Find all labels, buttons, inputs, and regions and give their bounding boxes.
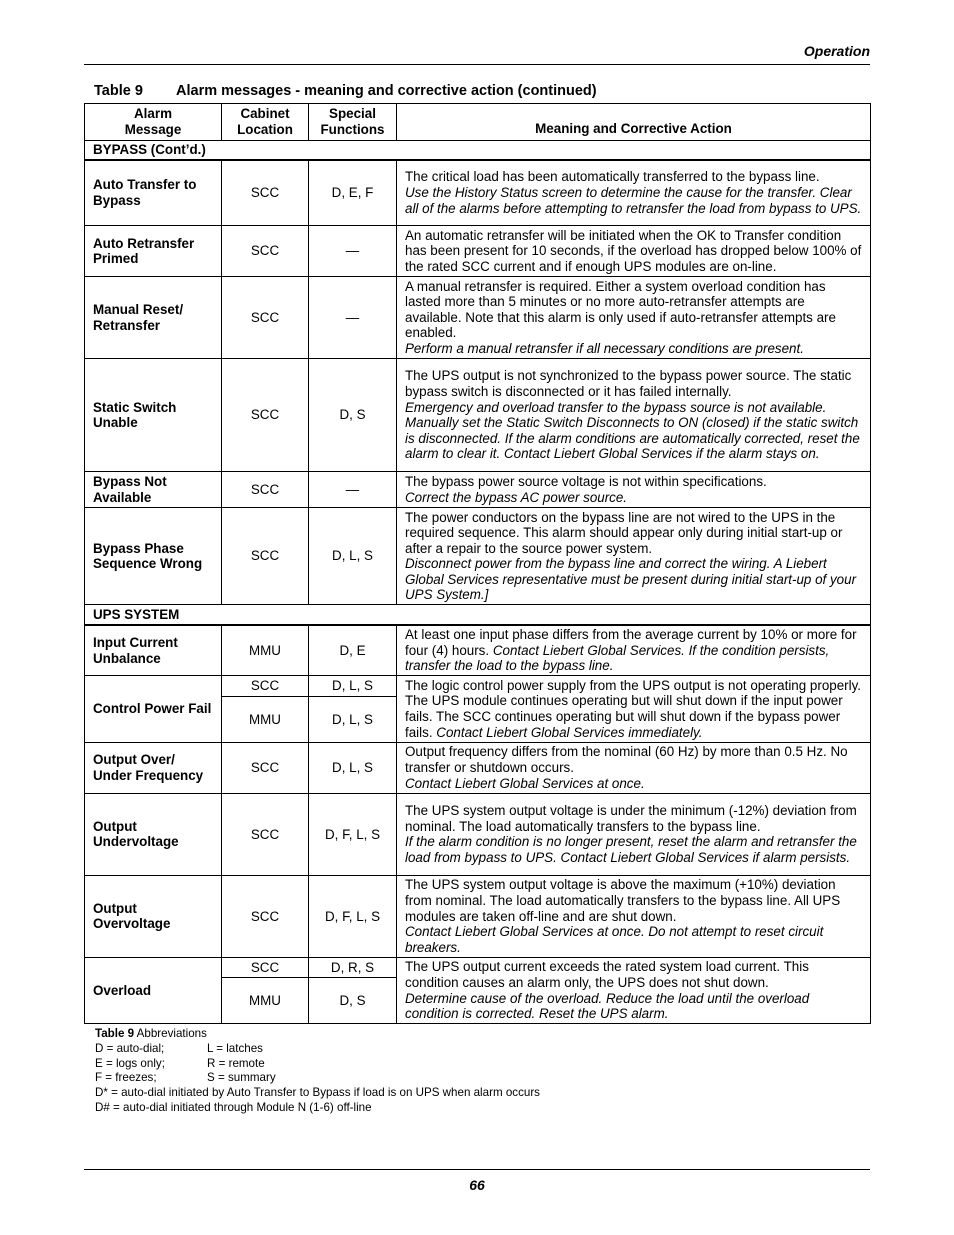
table-row: [85, 508, 871, 605]
special-functions: D, L, S: [309, 508, 397, 605]
table-row: [85, 676, 871, 697]
meaning-text: The critical load has been automatically transferred to the bypass line.: [405, 169, 820, 185]
corrective-action: Correct the bypass AC power source.: [405, 489, 628, 505]
meaning-text: Output frequency differs from the nominal (60 Hz) by more than 0.5 Hz. No transfer or shutdown occurs.: [405, 744, 848, 776]
cabinet-location: SCC: [222, 875, 309, 957]
meaning-cell: [397, 875, 871, 957]
meaning-text: The UPS system output voltage is under the minimum (-12%) deviation from nominal. The load automatically transfers to the bypass line.: [405, 803, 857, 834]
table-row: [85, 472, 871, 508]
alarm-name: Bypass Not Available: [85, 472, 222, 508]
meaning-text: At least one input phase differs from the average current by 10% or more for four (4) hours.: [405, 627, 857, 658]
table-number: Table 9: [94, 83, 143, 99]
section-label: BYPASS (Cont’d.): [85, 141, 871, 160]
table-title: Alarm messages - meaning and corrective action (continued): [176, 83, 597, 99]
table-caption: [94, 83, 597, 99]
alarm-name: Output Overvoltage: [85, 875, 222, 957]
special-functions: D, S: [309, 978, 397, 1024]
cabinet-location: MMU: [222, 978, 309, 1024]
running-header-section: Operation: [803, 43, 870, 59]
table-row: [85, 742, 871, 793]
table-row: [85, 793, 871, 875]
cabinet-location: MMU: [222, 696, 309, 742]
meaning-cell: [397, 277, 871, 359]
corrective-action: Contact Liebert Global Services immediately.: [436, 724, 703, 740]
meaning-text: The UPS output current exceeds the rated system load current. This condition causes an alarm only, the UPS does not shut down.: [405, 959, 809, 991]
corrective-action: Contact Liebert Global Services at once.: [405, 775, 645, 791]
section-label: UPS SYSTEM: [85, 605, 871, 625]
special-functions: —: [309, 226, 397, 277]
alarm-name: Output Undervoltage: [85, 793, 222, 875]
cabinet-location: SCC: [222, 277, 309, 359]
special-functions: D, F, L, S: [309, 875, 397, 957]
meaning-cell: [397, 472, 871, 508]
corrective-action: Perform a manual retransfer if all necessary conditions are present.: [405, 340, 804, 356]
cabinet-location: SCC: [222, 676, 309, 697]
alarm-name: Bypass Phase Sequence Wrong: [85, 508, 222, 605]
special-functions: D, S: [309, 359, 397, 472]
corrective-action: Determine cause of the overload. Reduce the load until the overload condition is corrected. Reset the UPS alarm.: [405, 990, 810, 1022]
cabinet-location: SCC: [222, 472, 309, 508]
abbreviation-row: E = logs only; R = remote: [95, 1056, 265, 1070]
abbreviation-line: D* = auto-dial initiated by Auto Transfer to Bypass if load is on UPS when alarm occurs: [95, 1086, 540, 1100]
table-row: [85, 875, 871, 957]
alarm-name: Manual Reset/ Retransfer: [85, 277, 222, 359]
table-row: [85, 957, 871, 978]
col-header-meaning: Meaning and Corrective Action: [397, 104, 871, 141]
table-row: [85, 359, 871, 472]
cabinet-location: MMU: [222, 625, 309, 676]
meaning-text: The UPS output is not synchronized to the bypass power source. The static bypass switch is disconnected or it has failed internally.: [405, 368, 852, 399]
col-header-alarm: Alarm Message: [85, 104, 222, 141]
alarm-name: Control Power Fail: [85, 676, 222, 743]
corrective-action: Contact Liebert Global Services. If the condition persists, transfer the load to the bypass line.: [405, 642, 830, 674]
meaning-cell: [397, 359, 871, 472]
alarm-name: Overload: [85, 957, 222, 1024]
abbreviations-title: Table 9 Abbreviations: [95, 1027, 207, 1040]
special-functions: —: [309, 277, 397, 359]
table-header-row: [85, 104, 871, 141]
special-functions: D, E: [309, 625, 397, 676]
footer-rule: [84, 1169, 870, 1170]
table-row: [85, 625, 871, 676]
cabinet-location: SCC: [222, 160, 309, 226]
alarm-name: Static Switch Unable: [85, 359, 222, 472]
meaning-cell: [397, 508, 871, 605]
meaning-cell: [397, 160, 871, 226]
page-number: 66: [469, 1177, 485, 1193]
cabinet-location: SCC: [222, 359, 309, 472]
special-functions: D, L, S: [309, 742, 397, 793]
cabinet-location: SCC: [222, 226, 309, 277]
meaning-text: The power conductors on the bypass line are not wired to the UPS in the required sequence. This alarm should appear only during initial start-up or after a repair to the source power system.: [405, 509, 843, 556]
meaning-text: An automatic retransfer will be initiated when the OK to Transfer condition has been present for 10 seconds, if the overload has dropped below 100% of the rated SCC current and if enough UPS modules are on-line.: [405, 227, 862, 274]
meaning-cell: [397, 226, 871, 277]
special-functions: D, F, L, S: [309, 793, 397, 875]
section-row-ups-system: [85, 605, 871, 625]
alarm-name: Output Over/ Under Frequency: [85, 742, 222, 793]
meaning-cell: [397, 625, 871, 676]
special-functions: D, L, S: [309, 676, 397, 697]
alarm-name: Auto Transfer to Bypass: [85, 160, 222, 226]
special-functions: D, L, S: [309, 696, 397, 742]
corrective-action: Disconnect power from the bypass line and correct the wiring. A Liebert Global Services representative must be present during initial start-up of your UPS System.]: [405, 556, 857, 603]
special-functions: D, E, F: [309, 160, 397, 226]
cabinet-location: SCC: [222, 742, 309, 793]
meaning-cell: [397, 676, 871, 743]
meaning-text: The logic control power supply from the UPS output is not operating properly. The UPS module continues operating but will shut down if the input power fails. The SCC continues operating but will shut down if the bypass power fails.: [405, 677, 862, 740]
meaning-text: A manual retransfer is required. Either a system overload condition has lasted more than 5 minutes or no more auto-retransfer attempts are available. Note that this alarm is only used if auto-retransfer attempts are enabled.: [405, 278, 836, 341]
abbreviation-row: F = freezes; S = summary: [95, 1071, 276, 1085]
abbreviation-line: D# = auto-dial initiated through Module N (1-6) off-line: [95, 1100, 372, 1114]
cabinet-location: SCC: [222, 508, 309, 605]
corrective-action: Use the History Status screen to determine the cause for the transfer. Clear all of the alarms before attempting to retransfer the load from bypass to UPS.: [405, 185, 862, 216]
alarm-name: Auto Retransfer Primed: [85, 226, 222, 277]
alarm-table: [84, 103, 871, 1024]
cabinet-location: SCC: [222, 793, 309, 875]
meaning-cell: [397, 957, 871, 1024]
table-row: [85, 226, 871, 277]
table-row: [85, 160, 871, 226]
corrective-action: Emergency and overload transfer to the bypass source is not available. Manually set the Static Switch Disconnects to ON (closed) if the static switch is disconnected. If the alarm conditions are automatically corrected, reset the alarm to clear it. Contact Liebert Global Services if the alarm stays on.: [405, 399, 860, 462]
section-row-bypass: [85, 141, 871, 160]
col-header-cabinet: Cabinet Location: [222, 104, 309, 141]
col-header-special: Special Functions: [309, 104, 397, 141]
meaning-text: The bypass power source voltage is not within specifications.: [405, 474, 767, 490]
table-row: [85, 277, 871, 359]
special-functions: —: [309, 472, 397, 508]
corrective-action: If the alarm condition is no longer present, reset the alarm and retransfer the load from bypass to UPS. Contact Liebert Global Services if alarm persists.: [405, 834, 857, 865]
abbreviations-note: [95, 1027, 540, 1116]
meaning-cell: [397, 742, 871, 793]
alarm-name: Input Current Unbalance: [85, 625, 222, 676]
meaning-text: The UPS system output voltage is above the maximum (+10%) deviation from nominal. The load automatically transfers to the bypass line. All UPS modules are taken off-line and are shut down.: [405, 877, 841, 924]
meaning-cell: [397, 793, 871, 875]
header-rule: [84, 64, 870, 65]
abbreviation-row: D = auto-dial; L = latches: [95, 1041, 263, 1055]
special-functions: D, R, S: [309, 957, 397, 978]
cabinet-location: SCC: [222, 957, 309, 978]
corrective-action: Contact Liebert Global Services at once. Do not attempt to reset circuit breakers.: [405, 924, 824, 955]
